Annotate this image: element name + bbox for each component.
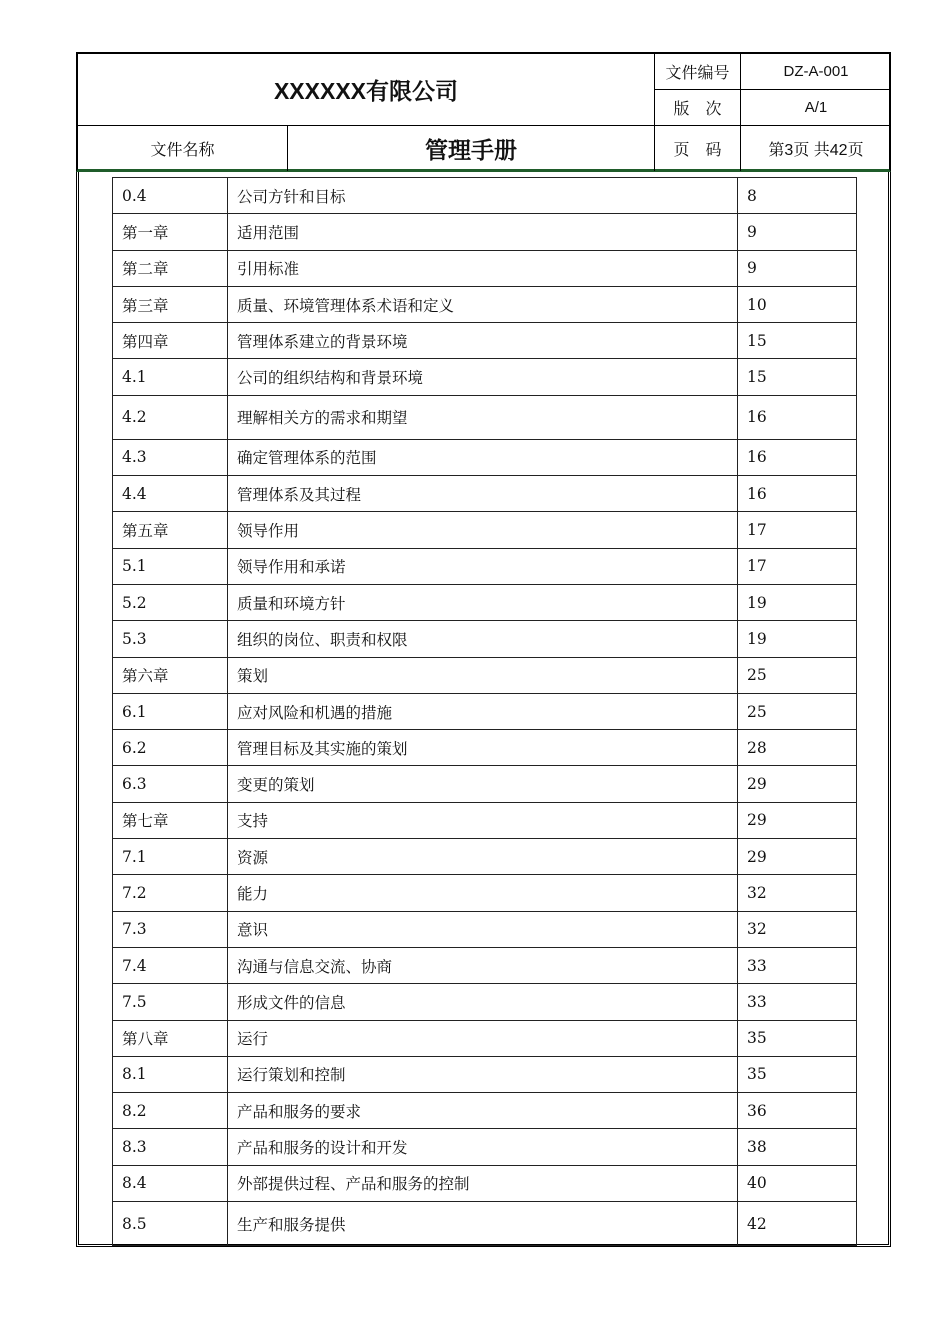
toc-number: 第七章 (113, 802, 228, 838)
toc-number: 第五章 (113, 512, 228, 548)
toc-page: 42 (738, 1202, 857, 1246)
toc-row (113, 1165, 857, 1201)
toc-title: 外部提供过程、产品和服务的控制 (228, 1165, 738, 1201)
toc-title: 理解相关方的需求和期望 (228, 395, 738, 439)
toc-title: 公司方针和目标 (228, 178, 738, 214)
toc-number: 4.3 (113, 439, 228, 475)
toc-page: 8 (738, 178, 857, 214)
toc-title: 管理体系及其过程 (228, 476, 738, 512)
table-of-contents (112, 177, 857, 1246)
toc-number: 8.3 (113, 1129, 228, 1165)
toc-number: 第三章 (113, 286, 228, 322)
toc-row (113, 178, 857, 214)
toc-page: 16 (738, 476, 857, 512)
toc-row (113, 839, 857, 875)
toc-title: 资源 (228, 839, 738, 875)
toc-page: 17 (738, 512, 857, 548)
toc-row (113, 439, 857, 475)
version-value: A/1 (741, 90, 891, 126)
toc-number: 第八章 (113, 1020, 228, 1056)
toc-page: 17 (738, 548, 857, 584)
toc-row (113, 1056, 857, 1092)
toc-title: 运行策划和控制 (228, 1056, 738, 1092)
toc-row (113, 548, 857, 584)
toc-page: 9 (738, 250, 857, 286)
toc-title: 能力 (228, 875, 738, 911)
toc-number: 第四章 (113, 323, 228, 359)
toc-row (113, 802, 857, 838)
toc-title: 管理目标及其实施的策划 (228, 730, 738, 766)
toc-body (113, 178, 857, 1246)
toc-row (113, 512, 857, 548)
toc-number: 5.1 (113, 548, 228, 584)
toc-number: 7.4 (113, 947, 228, 983)
toc-title: 适用范围 (228, 214, 738, 250)
toc-page: 32 (738, 911, 857, 947)
toc-number: 第一章 (113, 214, 228, 250)
toc-number: 8.2 (113, 1093, 228, 1129)
toc-page: 33 (738, 947, 857, 983)
toc-number: 4.2 (113, 395, 228, 439)
toc-title: 质量、环境管理体系术语和定义 (228, 286, 738, 322)
toc-row (113, 730, 857, 766)
toc-title: 公司的组织结构和背景环境 (228, 359, 738, 395)
toc-row (113, 911, 857, 947)
toc-page: 25 (738, 657, 857, 693)
document-header (76, 52, 891, 172)
toc-page: 29 (738, 766, 857, 802)
toc-row (113, 395, 857, 439)
toc-row (113, 947, 857, 983)
page-value: 第3页 共42页 (768, 142, 864, 159)
toc-number: 7.3 (113, 911, 228, 947)
toc-title: 产品和服务的要求 (228, 1093, 738, 1129)
toc-page: 36 (738, 1093, 857, 1129)
toc-row (113, 984, 857, 1020)
toc-title: 产品和服务的设计和开发 (228, 1129, 738, 1165)
toc-page: 19 (738, 584, 857, 620)
toc-title: 变更的策划 (228, 766, 738, 802)
toc-title: 质量和环境方针 (228, 584, 738, 620)
toc-title: 意识 (228, 911, 738, 947)
toc-page: 40 (738, 1165, 857, 1201)
toc-row (113, 875, 857, 911)
toc-row (113, 621, 857, 657)
toc-title: 领导作用 (228, 512, 738, 548)
toc-page: 9 (738, 214, 857, 250)
toc-number: 7.2 (113, 875, 228, 911)
toc-title: 确定管理体系的范围 (228, 439, 738, 475)
toc-row (113, 286, 857, 322)
toc-number: 4.1 (113, 359, 228, 395)
toc-number: 6.2 (113, 730, 228, 766)
toc-page: 29 (738, 839, 857, 875)
version-label: 版 次 (655, 90, 741, 126)
toc-number: 8.1 (113, 1056, 228, 1092)
page-label: 页 码 (655, 126, 741, 171)
toc-page: 19 (738, 621, 857, 657)
toc-row (113, 1020, 857, 1056)
toc-page: 16 (738, 439, 857, 475)
toc-title: 沟通与信息交流、协商 (228, 947, 738, 983)
toc-row (113, 359, 857, 395)
toc-number: 7.5 (113, 984, 228, 1020)
toc-title: 应对风险和机遇的措施 (228, 693, 738, 729)
toc-row (113, 766, 857, 802)
toc-row (113, 1093, 857, 1129)
toc-page: 35 (738, 1020, 857, 1056)
toc-number: 4.4 (113, 476, 228, 512)
company-name: XXXXXX有限公司 (78, 54, 655, 126)
toc-row (113, 657, 857, 693)
toc-row (113, 693, 857, 729)
toc-row (113, 476, 857, 512)
toc-page: 32 (738, 875, 857, 911)
toc-number: 5.3 (113, 621, 228, 657)
toc-number: 8.5 (113, 1202, 228, 1246)
toc-number: 5.2 (113, 584, 228, 620)
toc-title: 策划 (228, 657, 738, 693)
toc-title: 运行 (228, 1020, 738, 1056)
toc-page: 38 (738, 1129, 857, 1165)
toc-page: 35 (738, 1056, 857, 1092)
toc-page: 15 (738, 323, 857, 359)
doc-number-value: DZ-A-001 (741, 54, 891, 90)
toc-title: 组织的岗位、职责和权限 (228, 621, 738, 657)
toc-page: 25 (738, 693, 857, 729)
toc-number: 0.4 (113, 178, 228, 214)
toc-title: 生产和服务提供 (228, 1202, 738, 1246)
toc-row (113, 584, 857, 620)
toc-row (113, 250, 857, 286)
toc-number: 8.4 (113, 1165, 228, 1201)
toc-page: 33 (738, 984, 857, 1020)
toc-page: 28 (738, 730, 857, 766)
toc-number: 第六章 (113, 657, 228, 693)
toc-row (113, 323, 857, 359)
toc-row (113, 214, 857, 250)
toc-title: 管理体系建立的背景环境 (228, 323, 738, 359)
file-name-label: 文件名称 (78, 126, 288, 171)
toc-page: 10 (738, 286, 857, 322)
toc-row (113, 1129, 857, 1165)
toc-number: 6.1 (113, 693, 228, 729)
toc-title: 领导作用和承诺 (228, 548, 738, 584)
toc-number: 第二章 (113, 250, 228, 286)
toc-page: 29 (738, 802, 857, 838)
toc-number: 6.3 (113, 766, 228, 802)
toc-page: 16 (738, 395, 857, 439)
toc-page: 15 (738, 359, 857, 395)
toc-title: 引用标准 (228, 250, 738, 286)
doc-number-label: 文件编号 (655, 54, 741, 90)
toc-row (113, 1202, 857, 1246)
toc-title: 形成文件的信息 (228, 984, 738, 1020)
toc-title: 支持 (228, 802, 738, 838)
toc-number: 7.1 (113, 839, 228, 875)
file-name-value: 管理手册 (288, 126, 655, 171)
